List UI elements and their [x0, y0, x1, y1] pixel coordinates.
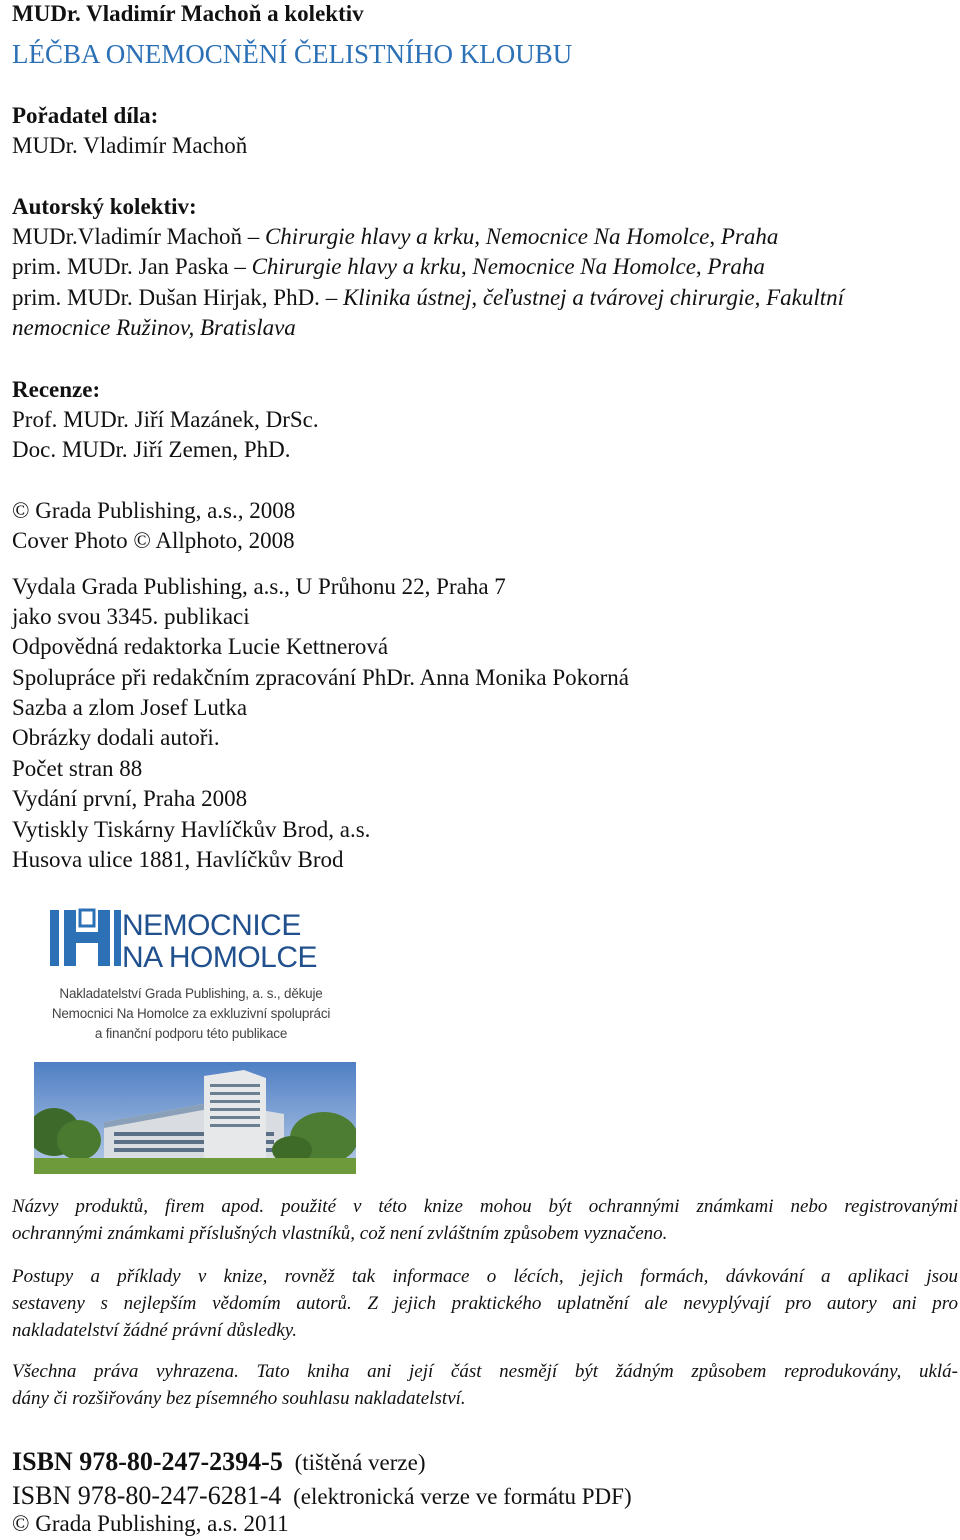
trademark-notice: Názvy produktů, firem apod. použité v této knize mohou být ochrannými známkami nebo registrovanými [12, 1196, 958, 1217]
final-copyright: © Grada Publishing, a.s. 2011 [12, 1511, 289, 1536]
author-name: prim. MUDr. Dušan Hirjak, PhD. [12, 285, 320, 310]
trademark-notice: ochrannými známkami příslušných vlastníků, což není zvláštním způsobem vyznačeno. [12, 1223, 668, 1244]
isbn-pdf: ISBN 978-80-247-6281-4 [12, 1481, 282, 1510]
reviewer-name: Prof. MUDr. Jiří Mazánek, DrSc. [12, 407, 319, 432]
sponsor-thanks-line: Nakladatelství Grada Publishing, a. s., děkuje [59, 986, 323, 1001]
imprint-line: jako svou 3345. publikaci [12, 604, 250, 629]
isbn-print: ISBN 978-80-247-2394-5 [12, 1447, 283, 1476]
organizer-name: MUDr. Vladimír Machoň [12, 133, 248, 158]
copyright-line: © Grada Publishing, a.s., 2008 [12, 498, 296, 523]
imprint-line: Vydání první, Praha 2008 [12, 786, 248, 811]
logo-name-line1: NEMOCNICE [122, 909, 301, 942]
logo-name-line2: NA HOMOLCE [122, 941, 318, 974]
imprint-line: Obrázky dodali autoři. [12, 725, 220, 750]
imprint-line: Vytiskly Tiskárny Havlíčkův Brod, a.s. [12, 817, 371, 842]
isbn-pdf-note: (elektronická verze ve formátu PDF) [293, 1484, 632, 1509]
author-item [12, 253, 765, 281]
organizer-heading: Pořadatel díla: [12, 103, 159, 128]
rights-notice: dány či rozšiřovány bez písemného souhlasu nakladatelství. [12, 1388, 466, 1409]
imprint-line: Husova ulice 1881, Havlíčkův Brod [12, 847, 344, 872]
imprint-line: Odpovědná redaktorka Lucie Kettnerová [12, 634, 389, 659]
author-item [12, 223, 778, 251]
isbn-print-note: (tištěná verze) [294, 1450, 426, 1475]
authors-heading: Autorský kolektiv: [12, 194, 197, 219]
author-line: MUDr. Vladimír Machoň a kolektiv [12, 1, 364, 26]
author-affiliation-continued: nemocnice Ružinov, Bratislava [12, 315, 296, 340]
imprint-line: Počet stran 88 [12, 756, 143, 781]
liability-notice: sestaveny s nejlepším vědomím autorů. Z jejich praktického uplatnění ale nevyplývají pro autory ani pro [12, 1293, 958, 1314]
imprint-line: Spolupráce při redakčním zpracování PhDr. Anna Monika Pokorná [12, 665, 630, 690]
sponsor-thanks-line: Nemocnici Na Homolce za exkluzivní spolupráci [51, 1006, 331, 1021]
rights-notice: Všechna práva vyhrazena. Tato kniha ani její část nesmějí být žádným způsobem reprodukovány, uklá- [12, 1361, 958, 1382]
isbn-print-row [12, 1446, 426, 1479]
liability-notice: Postupy a příklady v knize, rovněž tak informace o lécích, jejich formách, dávkování a aplikaci jsou [12, 1266, 958, 1287]
author-item [12, 284, 844, 312]
author-name: prim. MUDr. Jan Paska [12, 254, 229, 279]
reviewer-name: Doc. MUDr. Jiří Zemen, PhD. [12, 437, 291, 462]
imprint-line: Sazba a zlom Josef Lutka [12, 695, 248, 720]
sponsor-thanks-line: a finanční podporu této publikace [94, 1026, 288, 1041]
author-affiliation: – Klinika ústnej, čeľustnej a tvárovej chirurgie, Fakultní [319, 285, 844, 310]
cover-photo-credit: Cover Photo © Allphoto, 2008 [12, 528, 295, 553]
liability-notice: nakladatelství žádné právní důsledky. [12, 1320, 297, 1341]
reviews-heading: Recenze: [12, 377, 101, 402]
sponsor-thanks [26, 984, 356, 1044]
imprint-line: Vydala Grada Publishing, a.s., U Průhonu 22, Praha 7 [12, 574, 506, 599]
book-title: LÉČBA ONEMOCNĚNÍ ČELISTNÍHO KLOUBU [12, 39, 573, 69]
author-name: MUDr.Vladimír Machoň [12, 224, 242, 249]
hospital-logo-icon [50, 906, 122, 970]
author-affiliation: – Chirurgie hlavy a krku, Nemocnice Na Homolce, Praha [228, 254, 765, 279]
author-affiliation: – Chirurgie hlavy a krku, Nemocnice Na Homolce, Praha [241, 224, 779, 249]
isbn-pdf-row [12, 1480, 632, 1513]
hospital-sponsor-block [12, 896, 356, 1176]
hospital-building-photo [34, 1062, 356, 1174]
